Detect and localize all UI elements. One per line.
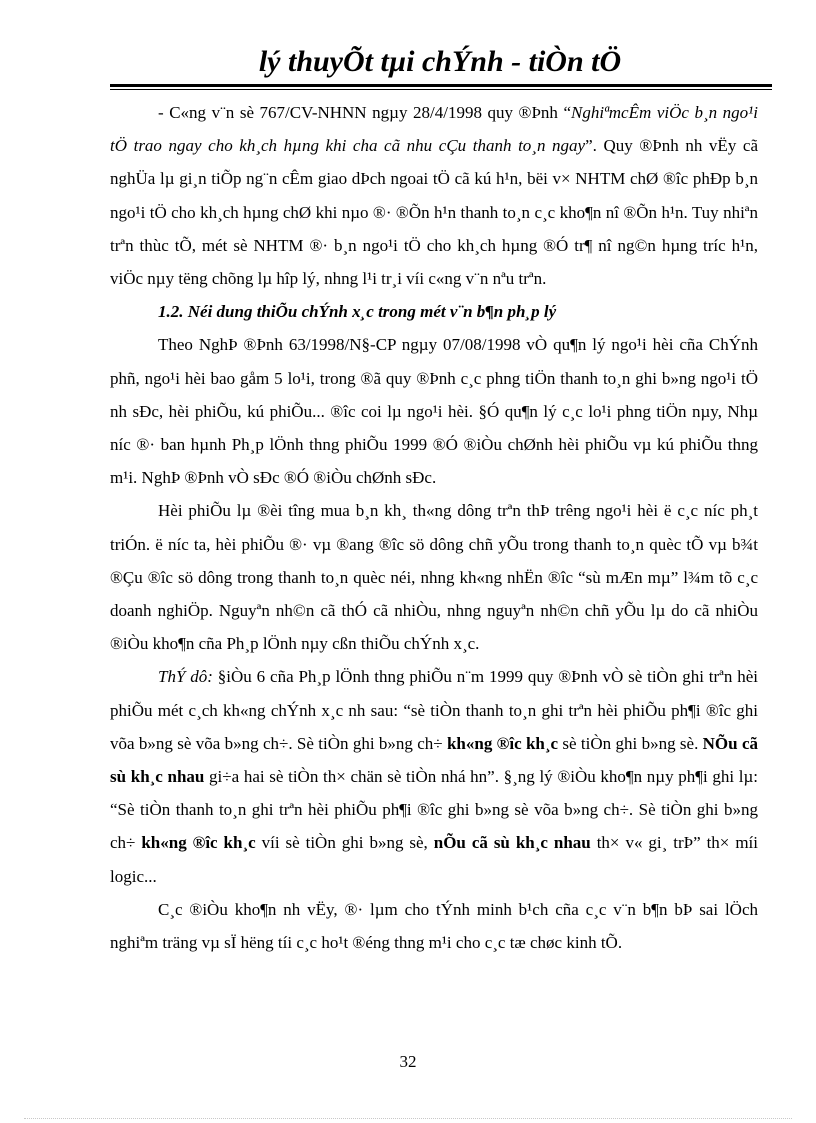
text-run: sè tiÒn ghi b»ng sè. xyxy=(558,733,703,753)
bold-run: kh«ng ®îc kh¸c xyxy=(446,733,559,753)
paragraph-nghi-dinh: Theo NghÞ ®Þnh 63/1998/N§-CP ngµy 07/08/1998 vÒ qu¶n lý ngo¹i hèi cña ChÝnh phñ, ngo¹i hèi bao gåm 5 lo¹i, trong ®ã quy ®Þnh c¸c phng tiÖn thanh to¸n ghi b»ng ngo¹i tÖ nh sÐc, hèi phiÕu, kú phiÕu... ®îc coi lµ ngo¹i hèi. §Ó qu¶n lý c¸c lo¹i phng tiÖn nµy, Nhµ níc ®· ban hµnh Ph¸p lÖnh thng phiÕu 1999 ®Ó ®iÒu chØnh hèi phiÕu vµ kú phiÕu thng m¹i. NghÞ ®Þnh vÒ sÐc ®Ó ®iÒu chØnh sÐc. xyxy=(110,335,758,488)
section-heading: 1.2. Néi dung thiÕu chÝnh x¸c trong mét v¨n b¶n ph¸p lý xyxy=(158,302,557,322)
page-header-title: lý thuyÕt tµi chÝnh - tiÒn tÖ xyxy=(258,45,622,78)
text-run: gi÷a hai sè tiÒn th× chän sè tiÒn nhá hn”. §¸ng lý ®iÒu kho¶n nµy ph¶i ghi lµ: “Sè tiÒn thanh to¸n ghi trªn hèi phiÕu ph¶i ®îc ghi b»ng sè võa b»ng ch÷. Sè tiÒn ghi b»ng ch÷ xyxy=(110,767,758,853)
text-run: th× v« gi¸ trÞ” th× míi logic... xyxy=(110,833,758,886)
paragraph-hoi-phieu: Hèi phiÕu lµ ®èi tîng mua b¸n kh¸ th«ng dông trªn thÞ trêng ngo¹i hèi ë c¸c níc ph¸t triÓn. ë níc ta, hèi phiÕu ®· vµ ®ang ®îc sö dông chñ yÕu trong thanh to¸n quèc tÕ vµ b¾t ®Çu ®îc sö dông trong thanh to¸n quèc néi, nhng kh«ng nhËn ®îc “sù mÆn mµ” l¾m tõ c¸c doanh nghiÖp. Nguyªn nh©n cã thÓ cã nhiÒu, nhng nguyªn nh©n chñ yÕu lµ do cã nhiÒu ®iÒu kho¶n cña Ph¸p lÖnh nµy cßn thiÕu chÝnh x¸c. xyxy=(110,501,758,654)
document-body xyxy=(110,96,758,959)
bold-run: NÕu cã sù kh¸c nhau xyxy=(110,733,758,787)
text-run: víi sè tiÒn ghi b»ng sè, xyxy=(255,833,434,853)
footer-dotted-rule xyxy=(24,1118,792,1119)
paragraph-conclusion: C¸c ®iÒu kho¶n nh vËy, ®· lµm cho tÝnh minh b¹ch cña c¸c v¨n b¶n bÞ sai lÖch nghiªm träng vµ sÏ hëng tíi c¸c ho¹t ®éng thng m¹i cho c¸c tæ chøc kinh tÕ. xyxy=(110,899,758,953)
example-lead: ThÝ dô: xyxy=(158,667,213,687)
bold-run: nÕu cã sù kh¸c nhau xyxy=(433,833,591,853)
header-rule-thin xyxy=(110,89,772,90)
bold-run: kh«ng ®îc kh¸c xyxy=(141,833,256,853)
text-run: ”. Quy ®Þnh nh vËy cã nghÜa lµ gi¸n tiÕp ng¨n cÊm giao dÞch ngoai tÖ cã kú h¹n, bëi v× NHTM chØ ®îc phÐp b¸n ngo¹i tÖ cho kh¸ch hµng chØ khi nµo ®· ®Õn h¹n thanh to¸n c¸c kho¶n nî ®Õn h¹n. Tuy nhiªn trªn thùc tÕ, mét sè NHTM ®· b¸n ngo¹i tÖ cho kh¸ch hµng ®Ó tr¶ nî ng©n hµng tríc h¹n, viÖc nµy tëng chõng lµ hîp lý, nhng l¹i tr¸i víi c«ng v¨n nªu trªn. xyxy=(110,136,759,289)
header-rule-thick xyxy=(110,84,772,87)
paragraph-cong-van xyxy=(110,96,758,295)
text-run: - C«ng v¨n sè 767/CV-NHNN ngµy 28/4/1998 quy ®Þnh “ xyxy=(158,103,572,122)
paragraph-example xyxy=(110,660,758,892)
text-run: §iÒu 6 cña Ph¸p lÖnh thng phiÕu n¨m 1999 quy ®Þnh vÒ sè tiÒn ghi trªn hèi phiÕu mét c¸ch kh«ng chÝnh x¸c nh sau: “sè tiÒn thanh to¸n ghi trªn hèi phiÕu ph¶i ®îc ghi võa b»ng sè võa b»ng ch÷. Sè tiÒn ghi b»ng ch÷ xyxy=(110,667,758,753)
quoted-regulation: NghiªmcÊm viÖc b¸n ngo¹i tÖ trao ngay cho kh¸ch hµng khi cha cã nhu cÇu thanh to¸n ngay xyxy=(110,103,759,156)
page-number: 32 xyxy=(399,1052,417,1071)
